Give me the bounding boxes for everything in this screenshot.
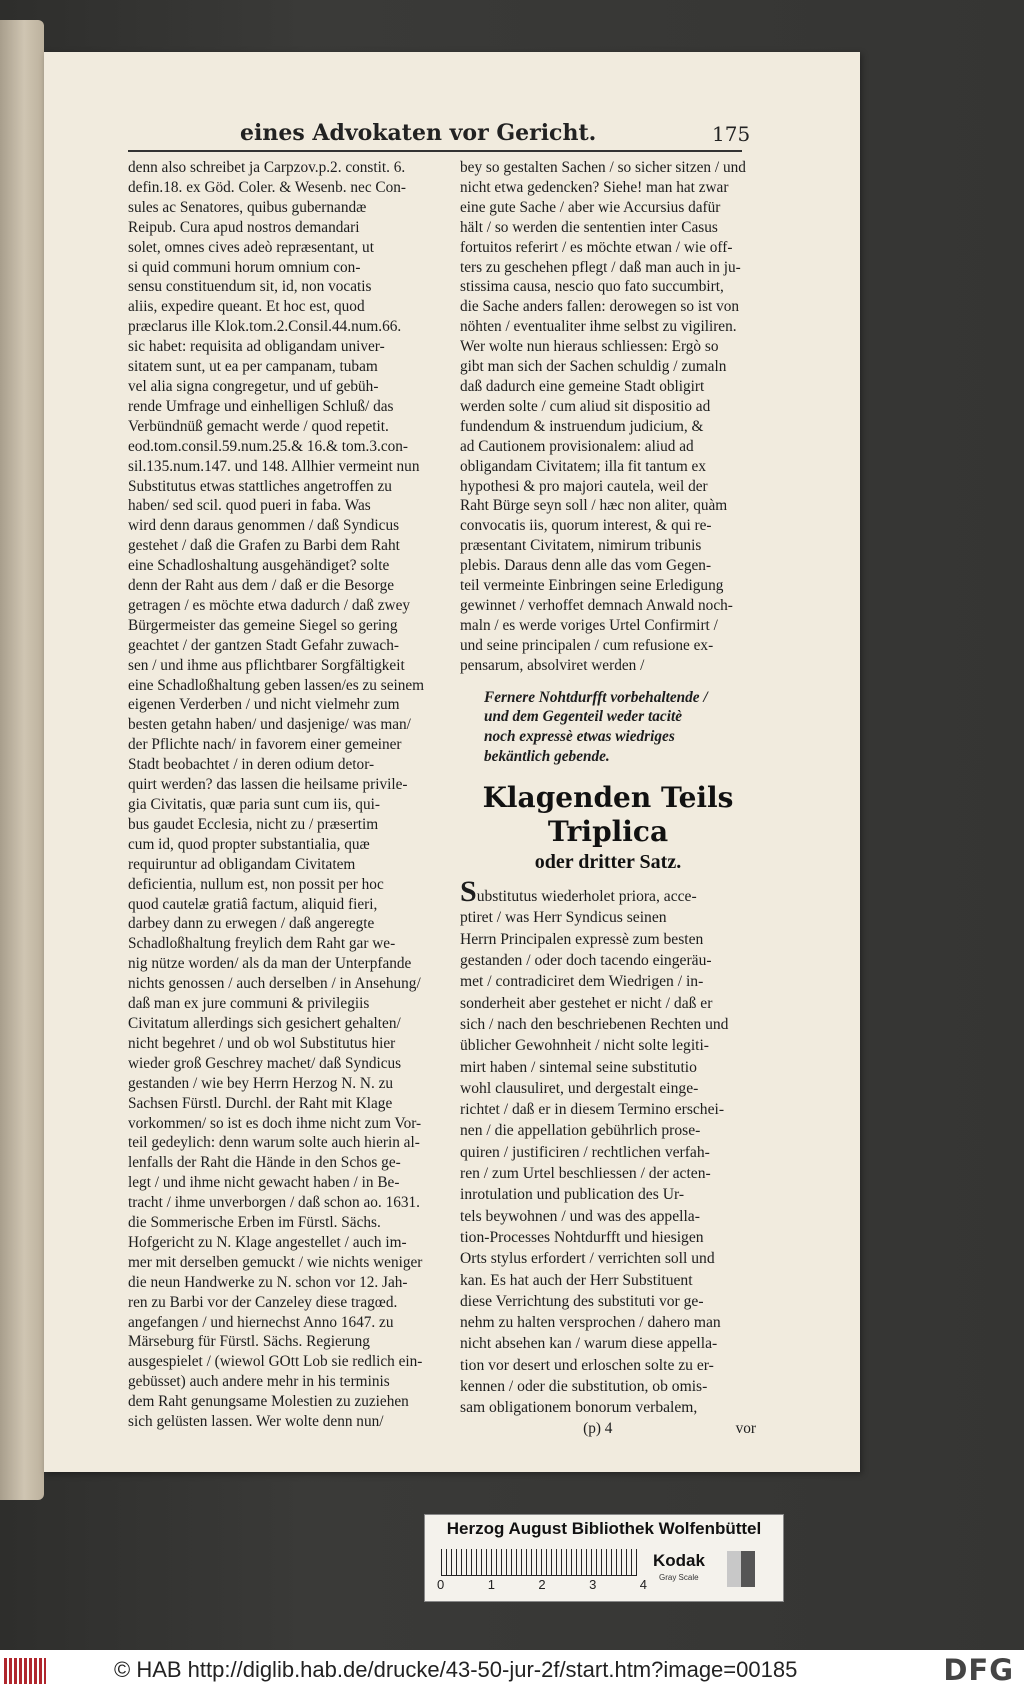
kodak-subtitle: Gray Scale [659, 1573, 699, 1582]
text-line: kennen / oder die substitution, ob omis- [460, 1378, 708, 1396]
text-line: Bürgermeister das gemeine Siegel so gering [128, 616, 398, 634]
text-line: rende Umfrage und einhelligen Schluß/ das [128, 397, 394, 415]
text-line: bus gaudet Ecclesia, nicht zu / præsertim [128, 815, 379, 833]
text-line: Hofgericht zu N. Klage angestellet / auch im- [128, 1233, 407, 1251]
library-name: Herzog August Bibliothek Wolfenbüttel [446, 1519, 762, 1538]
text-line: die Sommerische Erben im Fürstl. Sächs. [128, 1214, 381, 1232]
text-line: besten getahn haben/ und dasjenige/ was man/ [128, 716, 411, 734]
text-line: defin.18. ex Göd. Coler. & Wesenb. nec Con- [128, 178, 407, 196]
text-line: ren / zum Urtel beschliessen / der acten- [460, 1165, 711, 1183]
text-line: sitatem sunt, ut ea per campanam, tubam [128, 358, 378, 376]
signature-mark: (p) 4 [583, 1419, 613, 1437]
text-line: nig nütze worden/ als da man der Unterpfande [128, 955, 412, 973]
text-line: Substitutus wiederholet priora, acce- [460, 881, 697, 908]
text-line: richtet / daß er in diesem Termino erschei- [460, 1101, 725, 1119]
section-heading [460, 781, 756, 875]
text-line: gestanden / wie bey Herrn Herzog N. N. zu [128, 1074, 394, 1092]
text-line: nichts genossen / auch derselben / in Ansehung/ [128, 975, 421, 993]
text-line: sules ac Senatores, quibus gubernandæ [128, 198, 367, 216]
text-line: denn also schreibet ja Carpzov.p.2. constit. 6. [128, 159, 406, 176]
text-line: mer mit derselben gemuckt / wie nichts weniger [128, 1253, 423, 1271]
text-line: gestanden / oder doch tacendo eingeräu- [460, 952, 712, 970]
text-line: met / contradiciret dem Wiedrigen / in- [460, 973, 704, 991]
color-calibration-card [424, 1514, 784, 1602]
previous-page-edge [0, 20, 44, 1500]
text-line: Raht Bürge seyn soll / hæc non aliter, quàm [460, 497, 728, 515]
text-line: wieder groß Geschrey machet/ daß Syndicus [128, 1054, 402, 1072]
text-line: si quid communi horum omnium con- [128, 258, 361, 276]
text-line: teil gedeylich: denn warum solte auch hierin al- [128, 1134, 420, 1152]
scale-numbers [437, 1577, 647, 1592]
text-line: tion-Processes Nohtdurfft und hiesigen [460, 1228, 704, 1246]
scale-ruler [441, 1549, 637, 1576]
text-line: ptiret / was Herr Syndicus seinen [460, 909, 667, 927]
text-line: dem Raht genungsame Molestien zu zuziehen [128, 1393, 409, 1411]
text-line: nöhten / eventualiter ihme selbst zu vigiliren. [460, 318, 737, 336]
scale-number: 4 [639, 1577, 647, 1592]
text-line: sonderheit aber gestehet er nicht / daß er [460, 994, 713, 1012]
text-line: Civitatum allerdings sich gesichert gehalten/ [128, 1014, 401, 1032]
text-line: solet, omnes cives adeò repræsentant, ut [128, 238, 374, 256]
text-line: deficientia, nullum est, non possit per hoc [128, 875, 384, 893]
viewer-footer [0, 1650, 1024, 1690]
text-line: stissima causa, nescio quo fato succumbirt, [460, 278, 724, 296]
text-line: nehm zu halten versprochen / dahero man [460, 1314, 721, 1332]
text-line: vel alia signa congregetur, und uf gebüh- [128, 377, 379, 395]
text-line: Orts stylus erfordert / verrichten soll und [460, 1250, 715, 1268]
text-line: nicht begehret / und ob wol Substitutus hier [128, 1034, 396, 1052]
text-line: quirt werden? das lassen die heilsame privile- [128, 776, 408, 794]
scale-number: 0 [437, 1577, 445, 1592]
text-line: sich / nach den beschriebenen Rechten und [460, 1015, 729, 1033]
text-line: sic habet: requisita ad obligandam univer- [128, 338, 385, 356]
kodak-logo: Kodak [653, 1551, 705, 1570]
hab-logo-icon [4, 1658, 46, 1684]
text-line: Herrn Principalen expressè zum besten [460, 930, 704, 948]
text-line: sam obligationem bonorum verbalem, [460, 1399, 698, 1417]
source-link[interactable]: © HAB http://diglib.hab.de/drucke/43-50-jur-2f/start.htm?image=00185 [114, 1657, 798, 1682]
text-line: die Sache anders fallen: derowegen so ist von [460, 298, 740, 316]
text-line: vorkommen/ so ist es doch ihme nicht zum Vor- [128, 1114, 422, 1132]
section-heading-title: Klagenden Teils Triplica [482, 781, 734, 849]
scale-number: 2 [538, 1577, 546, 1592]
closing-line: noch expressè etwas wiedriges [484, 728, 675, 746]
text-line: diese Verrichtung des substituti vor ge- [460, 1292, 704, 1310]
text-line: fundendum & instruendum judicium, & [460, 417, 704, 435]
text-line: daß man ex jure communi & privilegiis [128, 995, 370, 1013]
text-line: Verbündnüß gemacht werde / quod repetit. [128, 417, 389, 435]
text-line: gebüsset) auch andere mehr in his terminis [128, 1373, 390, 1391]
text-line: hypothesi & pro majori cautela, weil der [460, 477, 708, 495]
text-line: teil vermeinte Einbringen seine Erledigung [460, 577, 724, 595]
text-line: nicht etwa gedencken? Siehe! man hat zwar [460, 178, 729, 196]
text-line: ausgespielet / (wiewol GOtt Lob sie redlich ein- [128, 1353, 423, 1371]
text-line: und seine principalen / cum refusione ex- [460, 636, 714, 654]
text-line: Reipub. Cura apud nostros demandari [128, 218, 360, 236]
text-line: præclarus ille Klok.tom.2.Consil.44.num.66. [128, 318, 402, 336]
text-line: wird denn daraus genommen / daß Syndicus [128, 517, 400, 535]
text-line: quod cautelæ gratiâ factum, aliquid fieri, [128, 895, 378, 913]
text-line: convocatis iis, quorum interest, & qui re- [460, 517, 712, 535]
text-line: kan. Es hat auch der Herr Substituent [460, 1271, 693, 1289]
right-column-text-bottom [460, 881, 756, 1418]
text-line: daß dadurch eine gemeine Stadt obligirt [460, 377, 705, 395]
text-line: plebis. Daraus denn alle das vom Gegen- [460, 557, 712, 575]
text-line: bey so gestalten Sachen / so sicher sitzen / und [460, 159, 746, 176]
text-line: cum id, quod propter substantialia, quæ [128, 835, 370, 853]
text-line: der Pflichte nach/ in favorem einer gemeiner [128, 736, 402, 754]
text-line: eigenen Verderben / und nicht vielmehr zum [128, 696, 400, 714]
gray-patch-light [727, 1551, 741, 1587]
text-line: werden solte / cum aliud sit dispositio ad [460, 397, 711, 415]
scale-number: 3 [589, 1577, 597, 1592]
text-line: Stadt beobachtet / in deren odium detor- [128, 756, 375, 774]
closing-line: bekäntlich gebende. [484, 748, 610, 766]
text-line: præsentant Civitatem, nimirum tribunis [460, 537, 702, 555]
text-line: Wer wolte nun hieraus schliessen: Ergò so [460, 338, 719, 356]
left-column [128, 158, 434, 1432]
closing-line: Fernere Nohtdurfft vorbehaltende / [484, 688, 708, 706]
page-number: 175 [712, 122, 751, 146]
text-line: maln / es werde voriges Urtel Confirmirt / [460, 616, 718, 634]
header-rule [128, 150, 742, 152]
text-line: fortuitos referirt / es möchte etwan / wie off- [460, 238, 733, 256]
text-line: ad Cautionem provisionalem: aliud ad [460, 437, 694, 455]
text-line: mirt haben / sintemal seine substitutio [460, 1058, 697, 1076]
signature-line [460, 1419, 756, 1439]
text-line: inrotulation und publication des Ur- [460, 1186, 685, 1204]
text-line: lenfalls der Raht die Hände in den Schos ge- [128, 1154, 401, 1172]
text-line: wohl clausuliret, und dergestalt einge- [460, 1079, 699, 1097]
text-line: obligandam Civitatem; illa fit tantum ex [460, 457, 706, 475]
section-heading-subtitle: oder dritter Satz. [534, 851, 682, 874]
text-line: sen / und ihme aus pflichtbarer Sorgfältigkeit [128, 656, 405, 674]
dfg-logo: DFG [943, 1653, 1014, 1687]
text-line: legt / und ihme nicht gewacht haben / in Be- [128, 1174, 400, 1192]
text-line: eine gute Sache / aber wie Accursius dafür [460, 198, 721, 216]
text-line: tion vor desert und erloschen solte zu er- [460, 1356, 714, 1374]
gray-patch-dark [741, 1551, 755, 1587]
text-line: haben/ sed scil. quod pueri in faba. Was [128, 497, 371, 515]
text-line: geachtet / der gantzen Stadt Gefahr zuwach- [128, 636, 399, 654]
text-line: nicht absehen kan / warum diese appella- [460, 1335, 718, 1353]
scale-number: 1 [487, 1577, 495, 1592]
text-line: quiren / justificiren / rechtlichen verfah- [460, 1143, 710, 1161]
text-line: Sachsen Fürstl. Durchl. der Raht mit Klage [128, 1094, 393, 1112]
text-line: pensarum, absolviret werden / [460, 656, 645, 674]
text-line: gestehet / daß die Grafen zu Barbi dem Raht [128, 537, 400, 555]
text-line: sich gelüsten lassen. Wer wolte denn nun/ [128, 1413, 384, 1431]
text-line: nen / die appellation gebührlich prose- [460, 1122, 701, 1140]
text-line: Märseburg für Fürstl. Sächs. Regierung [128, 1333, 370, 1351]
catchword: vor [735, 1419, 756, 1437]
text-line: tracht / ihme unverborgen / daß schon ao. 1631. [128, 1194, 420, 1212]
right-column-text-top [460, 158, 756, 676]
text-line: gia Civitatis, quæ paria sunt cum iis, qui- [128, 796, 380, 813]
text-line: Substitutus etwas stattliches angetroffen zu [128, 477, 392, 495]
text-line: tels beywohnen / und was des appella- [460, 1207, 700, 1225]
text-line: denn der Raht aus dem / daß er die Besorge [128, 577, 395, 595]
text-line: eod.tom.consil.59.num.25.& 16.& tom.3.con- [128, 437, 408, 455]
closing-line: und dem Gegenteil weder tacitè [484, 708, 682, 726]
text-line: requiruntur ad obligandam Civitatem [128, 855, 356, 873]
text-line: gibt man sich der Sachen schuldig / zumaln [460, 358, 727, 376]
text-line: hält / so werden die sententien inter Casus [460, 218, 718, 236]
text-line: ters zu geschehen pflegt / daß man auch in ju- [460, 258, 741, 276]
text-line: darbey dann zu erwegen / daß angeregte [128, 915, 375, 933]
text-line: angefangen / und hiernechst Anno 1647. zu [128, 1313, 394, 1331]
closing-formula [460, 688, 756, 768]
text-line: üblicher Gewohnheit / nicht solte legiti- [460, 1037, 710, 1055]
text-line: die neun Handwerke zu N. schon vor 12. Jah- [128, 1273, 408, 1291]
text-line: sil.135.num.147. und 148. Allhier vermeint nun [128, 457, 420, 475]
text-line: ren zu Barbi vor der Canzeley diese tragœd. [128, 1293, 398, 1311]
text-line: Schadloßhaltung freylich dem Raht gar we- [128, 935, 396, 953]
text-line: aliis, expedire queant. Et hoc est, quod [128, 298, 365, 316]
text-line: getragen / es möchte etwa dadurch / daß zwey [128, 596, 411, 614]
text-line: sensu constituendum sit, id, non vocatis [128, 278, 372, 296]
text-line: eine Schadloßhaltung geben lassen/es zu seinem [128, 676, 425, 694]
right-column [460, 158, 756, 1439]
text-line: eine Schadloshaltung ausgehändiget? solte [128, 557, 390, 575]
text-line: gewinnet / verhoffet demnach Anwald noch- [460, 596, 733, 614]
running-head: eines Advokaten vor Gericht. [240, 120, 597, 146]
